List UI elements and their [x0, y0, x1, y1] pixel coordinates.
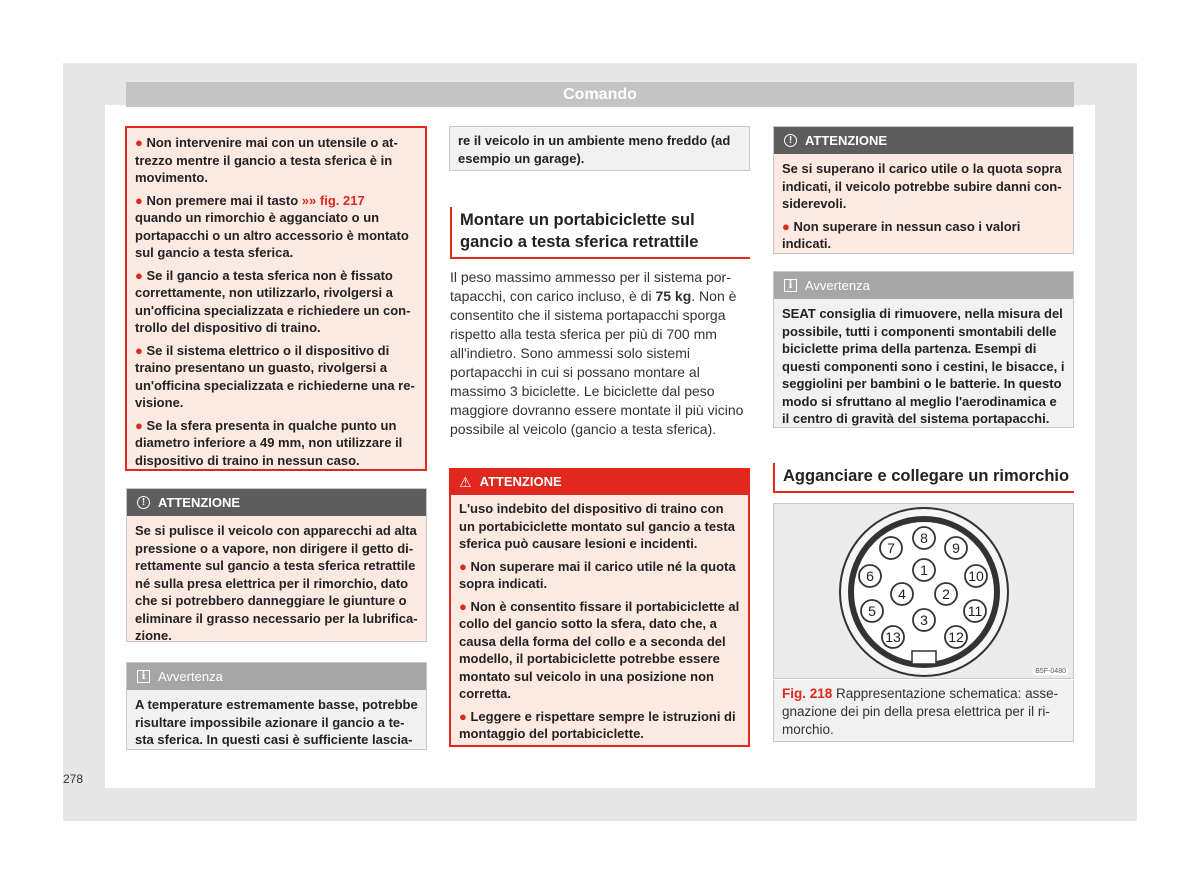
- trailer-socket-diagram: [774, 504, 1073, 678]
- bike-rack-body-text: Il peso massimo ammesso per il sistema portapacchi, con carico incluso, è di 75 kg. Non è consentito che il sistema portapacchi sporga rispetto alla testa sferica per più di 700 mm all'indietro. Sono ammessi solo sistemi portapacchi in cui si possano montare al massimo 3 biciclette. Le biciclette dal peso maggiore dovranno essere montate il più vicino possibile al veicolo (gancio a testa sferica).: [450, 269, 744, 437]
- bullet-icon: ●: [135, 267, 147, 283]
- socket-pin-label-8: 8: [920, 530, 928, 546]
- socket-pin-label-1: 1: [920, 562, 928, 578]
- socket-key-notch: [912, 651, 936, 664]
- socket-pin-label-6: 6: [866, 568, 874, 584]
- info-square-icon: i: [137, 670, 150, 683]
- attention-item: ● Non superare in nessun caso i valori indicati.: [782, 218, 1021, 251]
- note-body: A temperature estremamente basse, potrebbe risultare impossibile azionare il gancio a testa sferica. In questi casi è sufficiente lascia-: [135, 697, 418, 747]
- figure-caption: Fig. 218 Rappresentazione schematica: assegnazione dei pin della presa elettrica per il rimorchio.: [773, 680, 1074, 742]
- note-header: i Avvertenza: [127, 663, 426, 690]
- attention-body: L'uso indebito del dispositivo di traino con un portabiciclette montato sul gancio a testa sferica può causare lesioni e incidenti. ● Non superare mai il carico utile né la quota sopra indicati. ● Non è consentito fissare il portabiciclette al collo del gancio sotto la sfera, dato che, a causa della forma del collo e a seconda del modello, il portabiciclette potrebbe essere montato sul veicolo in una posizione non corretta. ● Leggere e rispettare sempre le istruzioni di montaggio del portabiciclette.: [449, 495, 750, 747]
- section-title-trailer: Agganciare e collegare un rimorchio: [773, 463, 1074, 493]
- info-square-icon: i: [784, 279, 797, 292]
- attention-box-cleaning: [126, 488, 427, 642]
- socket-pin-label-3: 3: [920, 612, 928, 628]
- socket-pin-label-13: 13: [885, 629, 901, 645]
- socket-pin-label-10: 10: [968, 568, 984, 584]
- socket-pin-label-2: 2: [942, 586, 950, 602]
- attention-header: ! ATTENZIONE: [127, 489, 426, 516]
- attention-box-bike-rack: [449, 468, 750, 747]
- bullet-icon: ●: [459, 708, 471, 724]
- page-header-title: Comando: [126, 82, 1074, 107]
- bullet-icon: ●: [459, 558, 471, 574]
- note-box-continued: [449, 126, 750, 171]
- warning-item-1: ● Non intervenire mai con un utensile o attrezzo mentre il gancio a testa sferica è in movimento.: [135, 135, 398, 185]
- socket-pin-label-12: 12: [948, 629, 964, 645]
- warning-item-3: ● Se il gancio a testa sferica non è fissato correttamente, non utilizzarlo, rivolgersi a un'officina specializzata e richiedere un controllo del dispositivo di traino.: [135, 267, 411, 335]
- figure-socket-pinout: [773, 503, 1074, 679]
- socket-pin-label-9: 9: [952, 540, 960, 556]
- bullet-icon: ●: [135, 342, 147, 358]
- attention-item-1: ● Non superare mai il carico utile né la quota sopra indicati.: [459, 558, 736, 591]
- note-header: i Avvertenza: [774, 272, 1073, 299]
- socket-pin-label-4: 4: [898, 586, 906, 602]
- figure-label: Fig. 218: [782, 686, 833, 701]
- socket-pin-label-5: 5: [868, 603, 876, 619]
- figure-link[interactable]: fig. 217: [319, 192, 365, 208]
- page-number: 278: [63, 772, 84, 786]
- attention-header-red: ⚠ ATTENZIONE: [449, 468, 750, 495]
- attention-header: ! ATTENZIONE: [774, 127, 1073, 154]
- bullet-icon: ●: [459, 598, 471, 614]
- bullet-icon: ●: [782, 218, 794, 234]
- attention-item-2: ● Non è consentito fissare il portabiciclette al collo del gancio sotto la sfera, dato che, a causa della forma del collo e a seconda del modello, il portabiciclette potrebbe essere montato sul veicolo in una posizione non corretta.: [459, 598, 740, 701]
- exclamation-circle-icon: !: [784, 134, 797, 147]
- warning-item-2: ● Non premere mai il tasto »» fig. 217 quando un rimorchio è agganciato o un portapacchi o un altro accessorio è montato sul gancio a testa sferica.: [135, 192, 409, 260]
- socket-pin-label-7: 7: [887, 540, 895, 556]
- warning-triangle-icon: ⚠: [459, 473, 472, 490]
- warning-item-5: ● Se la sfera presenta in qualche punto un diametro inferiore a 49 mm, non utilizzare il dispositivo di traino in nessun caso.: [135, 417, 403, 468]
- bullet-icon: ●: [135, 192, 147, 208]
- safety-warning-list: [125, 126, 427, 471]
- note-box-aerodynamics: [773, 271, 1074, 428]
- attention-body: Se si pulisce il veicolo con apparecchi ad alta pressione o a vapore, non dirigere il getto direttamente sul gancio a testa sferica retrattile né sulla presa elettrica per il rimorchio, dato che si potrebbero danneggiare le giunture o eliminare il grasso necessario per la lubrificazione.: [135, 523, 418, 643]
- bullet-icon: ●: [135, 135, 147, 150]
- warning-item-4: ● Se il sistema elettrico o il dispositivo di traino presentano un guasto, rivolgersi a un'officina specializzata e richiederne una revisione.: [135, 342, 415, 410]
- socket-pin-label-11: 11: [967, 603, 983, 619]
- attention-box-load: [773, 126, 1074, 254]
- note-continued-text: re il veicolo in un ambiente meno freddo (ad esempio un garage).: [458, 133, 731, 166]
- exclamation-circle-icon: !: [137, 496, 150, 509]
- reference-arrow-icon: »»: [301, 192, 317, 208]
- figure-code: B5F-0480: [1035, 668, 1066, 675]
- note-box-low-temperature: [126, 662, 427, 750]
- note-body: SEAT consiglia di rimuovere, nella misura del possibile, tutti i componenti smontabili delle biciclette prima della partenza. Esempi di questi componenti sono i cestini, le bisacce, i seggiolini per bambini o le batterie. In questo modo si sfruttano al meglio l'aerodinamica e il centro di gravità del sistema portapacchi.: [782, 306, 1065, 426]
- attention-body: Se si superano il carico utile o la quota sopra indicati, il veicolo potrebbe subire danni considerevoli. ● Non superare in nessun caso i valori indicati.: [774, 154, 1073, 264]
- section-title-bike-rack: Montare un portabiciclette sul gancio a testa sferica retrattile: [450, 207, 750, 259]
- bullet-icon: ●: [135, 417, 147, 433]
- attention-item-3: ● Leggere e rispettare sempre le istruzioni di montaggio del portabiciclette.: [459, 708, 736, 741]
